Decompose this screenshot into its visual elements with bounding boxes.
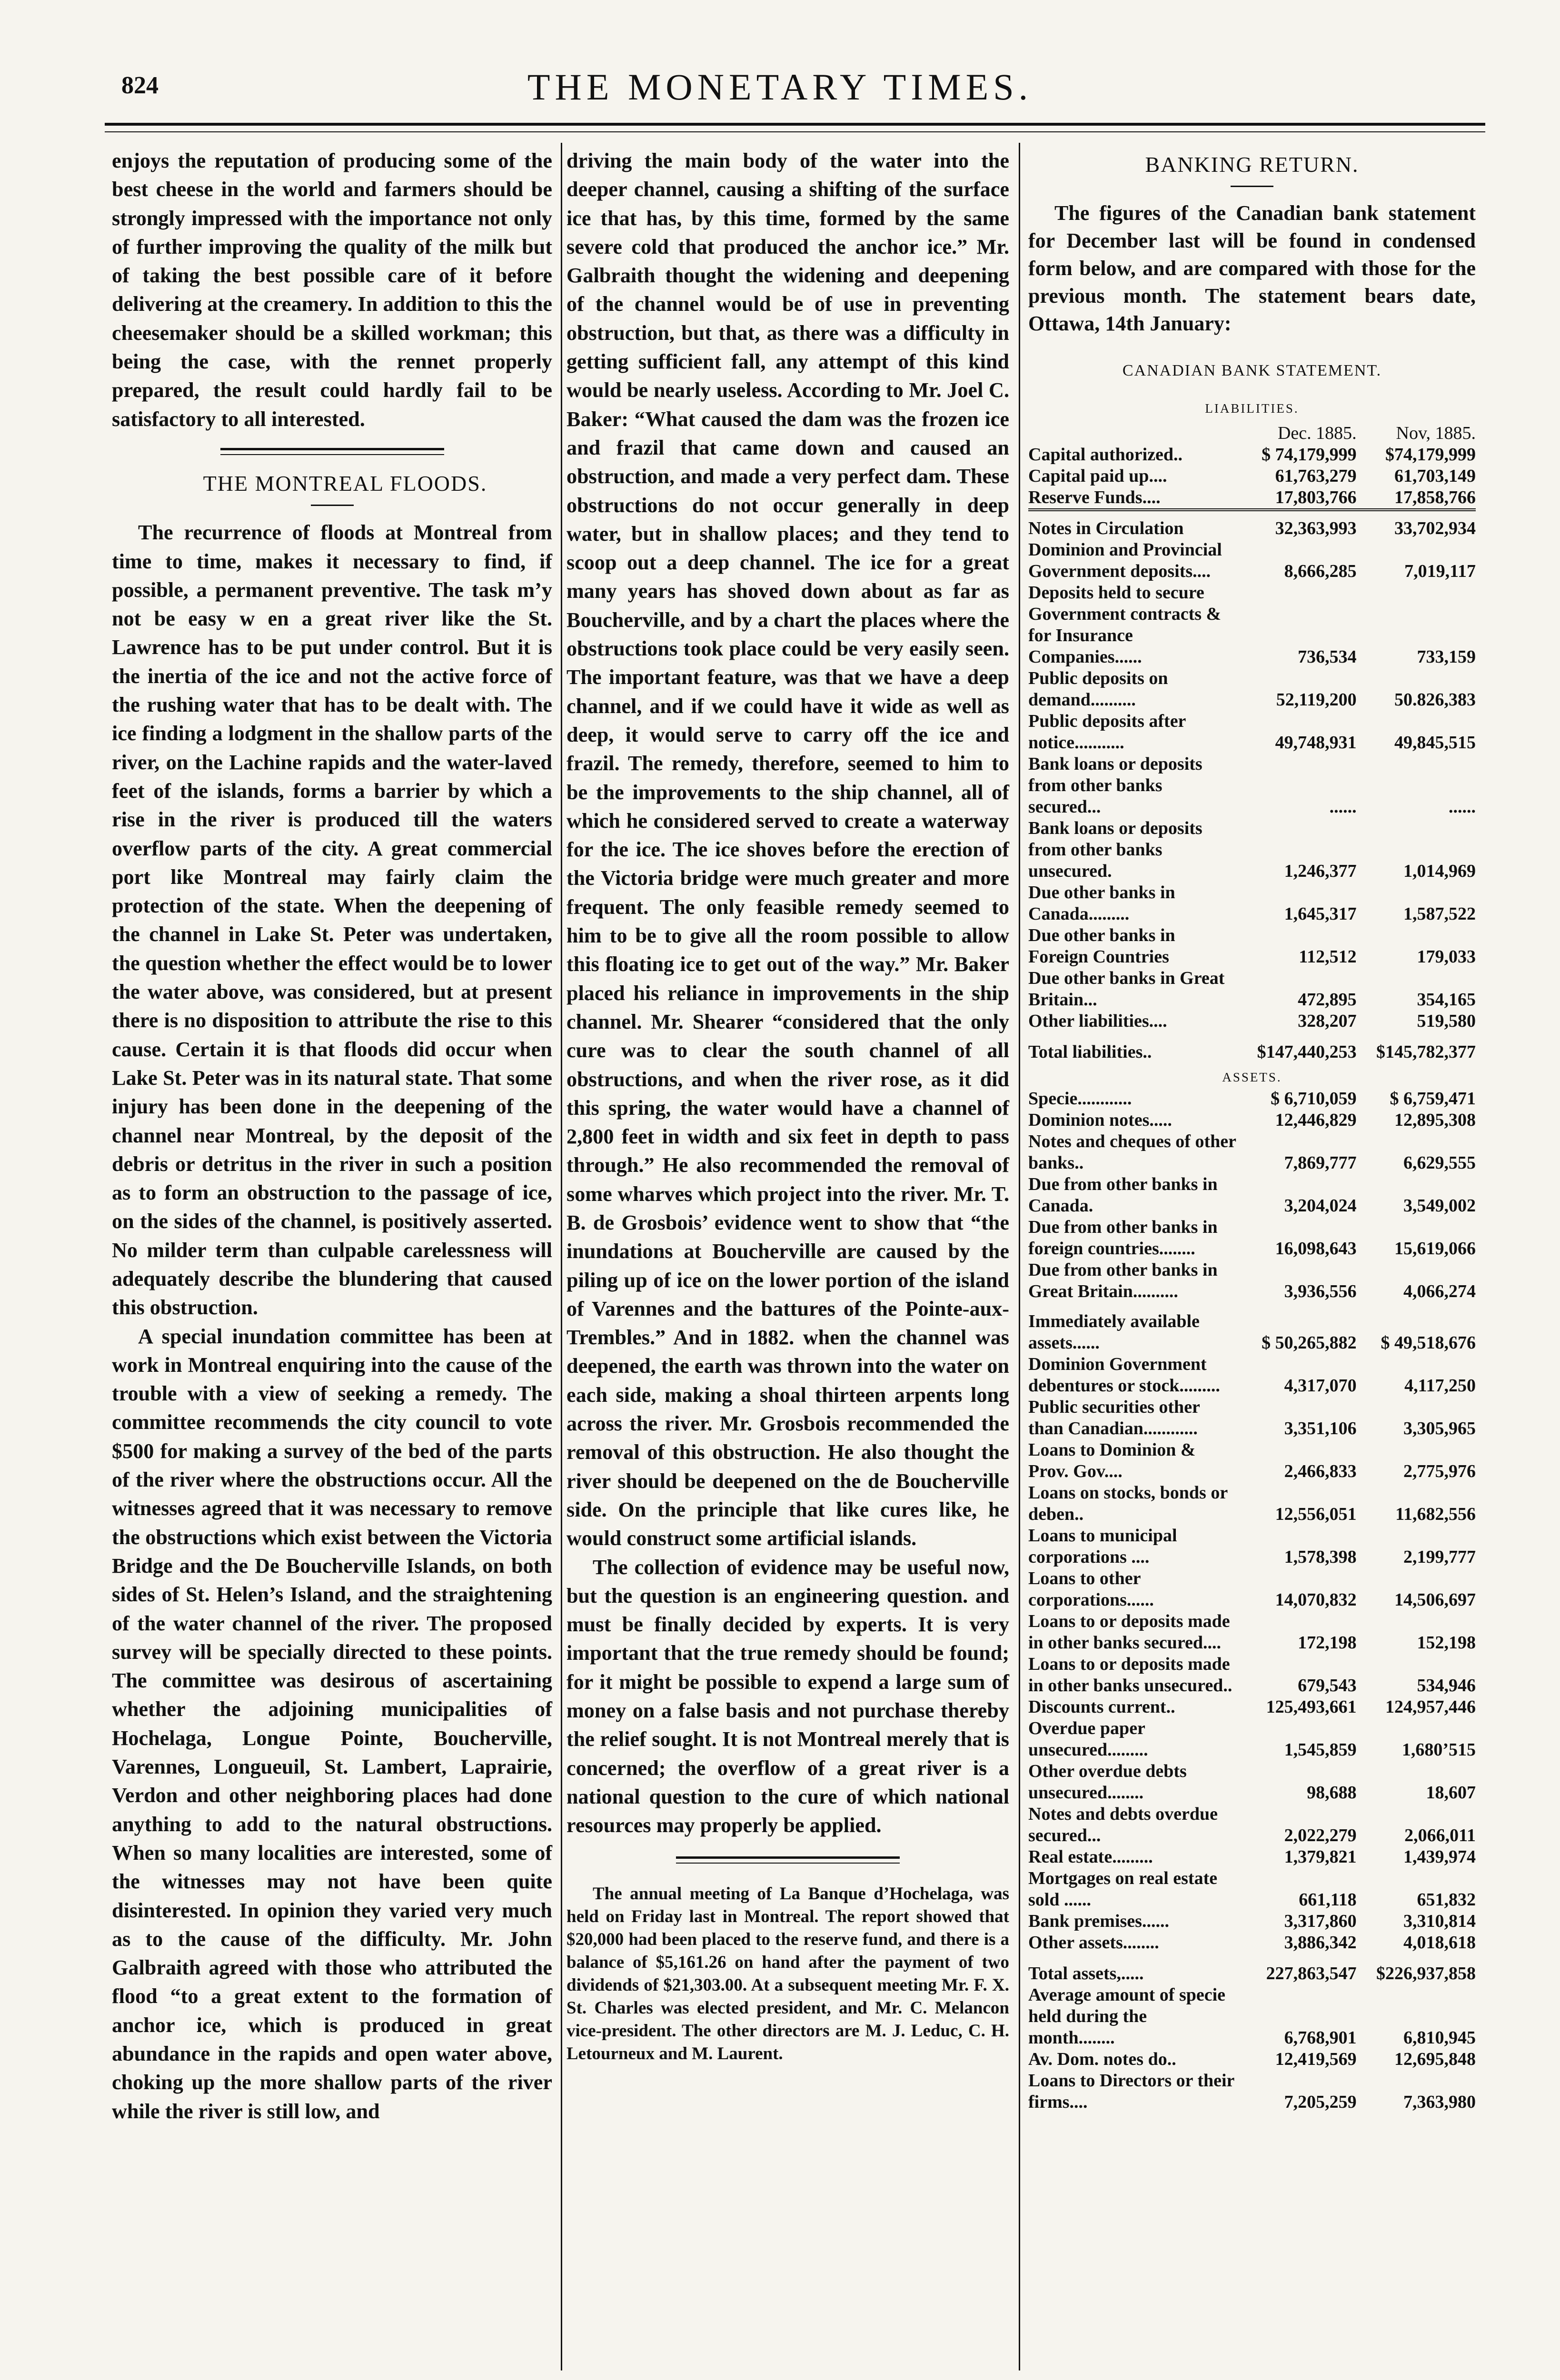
row-label: Notes and cheques of other banks.. (1028, 1131, 1236, 1173)
table-rule (1028, 510, 1476, 518)
table-row (1028, 882, 1476, 925)
value-nov: 354,165 (1417, 989, 1476, 1010)
table-row (1028, 1011, 1476, 1032)
table-row (1028, 1088, 1476, 1110)
paragraph: The collection of evidence may be useful now, but the question is an engineering question. and must be finally decided by experts. It is very important that the true remedy should be found; for it might be possible to expend a large sum of money on a false basis and not purchase thereby the relief sought. It is not Montreal merely that is concerned; the overflow of a great river is a national question to the cure of which national resources may properly be applied. (566, 1555, 1009, 1837)
value-nov: 1,680’515 (1401, 1739, 1476, 1760)
value-dec: 98,688 (1307, 1782, 1357, 1803)
value-nov: 179,033 (1417, 946, 1476, 967)
value-nov: $ 6,759,471 (1390, 1088, 1476, 1109)
value-nov: ...... (1449, 796, 1476, 817)
row-label: Loans to or deposits made in other banks secured.... (1028, 1611, 1230, 1653)
value-dec: 6,768,901 (1284, 2027, 1357, 2048)
table-row (1028, 1439, 1476, 1482)
row-label: Due other banks in Foreign Countries (1028, 925, 1175, 967)
value-nov: 3,549,002 (1403, 1195, 1476, 1216)
value-dec: 679,543 (1298, 1675, 1357, 1696)
value-dec: $147,440,253 (1257, 1041, 1357, 1062)
table-row (1028, 1984, 1476, 2049)
table-row (1028, 1568, 1476, 1611)
row-label: Dominion and Provincial Government deposits.... (1028, 539, 1222, 581)
value-nov: 1,014,969 (1403, 861, 1476, 881)
table-row (1028, 1696, 1476, 1718)
row-label: Bank premises...... (1028, 1911, 1169, 1931)
value-dec: 52,119,200 (1276, 689, 1357, 710)
value-nov: 2,066,011 (1404, 1825, 1476, 1845)
paragraph: driving the main body of the water into the deeper channel, causing a shifting of the surface ice that has, by this time, formed by the same severe cold that produced the anchor ice.” Mr. Galbraith thought the widening and deepening of the channel would be of use in preventing obstruction, but that, as there was a difficulty in getting sufficient fall, any attempt of this kind would be nearly useless. According to Mr. Joel C. Baker: “What caused the dam was the frozen ice and frazil that came down and caused an obstruction, and made a very perfect dam. These obstructions do not occur generally in deep water, but in shallow places; and they tend to scoop out a deep channel. The ice for a great many years has shoved down about as far as Boucherville, and by a chart the places where the obstructions took place could be very easily seen. The important feature, was that we have a deep channel, and if we could have it wide as well as deep, it would serve to carry off the ice and frazil. The remedy, therefore, seemed to him to be the improvements to the ship channel, all of which he considered served to create a waterway for the ice. The ice shoves before the erection of the Victoria bridge were much greater and more frequent. The only feasible remedy seemed to him to be to give all the room possible to allow this floating ice to get out of the way.” Mr. Baker placed his reliance in improvements in the ship channel. Mr. Shearer “considered that the only cure was to clear the south channel of all obstructions, and when the river rose, as it did this spring, the water would have a channel of 2,800 feet in width and six feet in depth to pass through.” He also recommended the removal of some wharves which project into the river. Mr. T. B. de Grosbois’ evidence went to show that “the inundations at Boucherville are caused by the piling up of ice on the lower portion of the island of Varennes and the battures of the Pointe-aux-Trembles.” And in 1882. when the channel was deepened, the earth was thrown into the water on each side, making a shoal thirteen arpents long across the river. Mr. Grosbois recommended the removal of this obstruction. He also thought the river should be deepened on the de Boucherville side. On the principle that like cures like, he would construct some artificial islands. (566, 149, 1009, 1550)
row-label: Immediately available assets...... (1028, 1311, 1200, 1353)
value-nov: 12,895,308 (1394, 1110, 1476, 1130)
row-label: Mortgages on real estate sold ...... (1028, 1868, 1218, 1910)
table-row (1028, 668, 1476, 711)
value-nov: 1,439,974 (1403, 1846, 1476, 1867)
value-dec: 12,446,829 (1275, 1110, 1357, 1130)
row-label: Loans to Dominion & Prov. Gov.... (1028, 1439, 1196, 1481)
paragraph: The recurrence of floods at Montreal from time to time, makes it necessary to find, if possible, a permanent preventive. The task m’y not be easy w en a great river like the St. Lawrence has to be put under control. But it is the inertia of the ice and not the active force of the rushing water that has to be dealt with. The ice finding a lodgment in the shallow parts of the river, on the Lachine rapids and the water-laved feet of the islands, forms a barrier by which a rise in the river is produced till the waters overflow parts of the city. A great commercial port like Montreal may fairly claim the protection of the state. When the deepening of the channel in Lake St. Peter was undertaken, the question whether the effect would be to lower the water above, was considered, but at present there is no disposition to attribute the rise to this cause. Certain it is that floods did occur when Lake St. Peter was in its natural state. That some injury has been done in the deepening of the channel near Montreal, by the deposit of the debris or detritus in the river in such a position as to form an obstruction to the passage of ice, on the sides of the channel, is positively asserted. No milder term than culpable carelessness will adequately describe the blundering that caused this obstruction. (112, 521, 552, 1319)
value-nov: 4,117,250 (1404, 1375, 1476, 1396)
table-row (1028, 1761, 1476, 1804)
row-label: Other liabilities.... (1028, 1011, 1167, 1031)
table-row (1028, 1611, 1476, 1654)
paragraph: The annual meeting of La Banque d’Hochelaga, was held on Friday last in Montreal. The report showed that $20,000 had been placed to the reserve fund, and there is a balance of $5,161.26 on hand after the payment of two dividends of $21,303.00. At a subsequent meeting Mr. F. X. St. Charles was elected president, and Mr. C. Melancon vice-president. The other directors are M. J. Leduc, C. H. Letourneux and M. Laurent. (566, 1884, 1009, 2063)
value-dec: 1,379,821 (1284, 1846, 1357, 1867)
article-heading: THE MONTREAL FLOODS. (203, 471, 487, 496)
row-label: Average amount of specie held during the month........ (1028, 1984, 1226, 2048)
value-dec: 7,205,259 (1284, 2092, 1357, 2112)
row-label: Loans to municipal corporations .... (1028, 1525, 1177, 1567)
table-row (1028, 1174, 1476, 1217)
row-label: Due from other banks in foreign countries........ (1028, 1217, 1218, 1259)
value-dec: 3,204,024 (1284, 1195, 1357, 1216)
row-label: Capital paid up.... (1028, 466, 1167, 486)
value-dec: 7,869,777 (1284, 1152, 1357, 1173)
table-row (1028, 754, 1476, 818)
column-head-nov: Nov, 1885. (1396, 423, 1476, 443)
value-dec: 32,363,993 (1275, 518, 1357, 538)
table-row (1028, 1302, 1476, 1354)
section-separator (676, 1856, 900, 1864)
value-nov: 33,702,934 (1394, 518, 1476, 538)
paragraph: enjoys the reputation of producing some of the best cheese in the world and farmers should be strongly impressed with the importance not only of further improving the quality of the milk but of taking the best possible care of it before delivering at the creamery. In addition to this the cheesemaker should be a skilled workman; this being the case, with the rennet properly prepared, the result could hardly fail to be satisfactory to all interested. (112, 149, 552, 431)
row-label: Capital authorized.. (1028, 444, 1183, 465)
masthead-rule (105, 123, 1485, 126)
section-separator (220, 448, 444, 455)
value-nov: 534,946 (1417, 1675, 1476, 1696)
value-dec: 125,493,661 (1266, 1696, 1357, 1717)
value-nov: 2,199,777 (1403, 1547, 1476, 1567)
value-dec: 328,207 (1298, 1011, 1357, 1031)
row-label: Reserve Funds.... (1028, 487, 1161, 507)
table-row (1028, 1482, 1476, 1525)
table-row (1028, 1032, 1476, 1063)
table-row (1028, 1911, 1476, 1932)
row-label: Deposits held to secure Government contracts & for Insurance Companies...... (1028, 582, 1222, 667)
table-row (1028, 582, 1476, 668)
column-3 (1028, 147, 1476, 2113)
table-row (1028, 1259, 1476, 1302)
table-row (1028, 1932, 1476, 1954)
liabilities-label: LIABILITIES. (1205, 401, 1299, 416)
value-dec: 472,895 (1298, 989, 1357, 1010)
value-dec: $ 74,179,999 (1262, 444, 1357, 465)
table-row (1028, 1868, 1476, 1911)
value-dec: 736,534 (1298, 646, 1357, 667)
row-label: Other overdue debts unsecured........ (1028, 1761, 1187, 1803)
row-label: Other assets........ (1028, 1932, 1159, 1953)
value-nov: $74,179,999 (1385, 444, 1476, 465)
value-nov: 61,703,149 (1394, 466, 1476, 486)
column-2 (566, 147, 1009, 2065)
column-divider (1019, 143, 1020, 2370)
masthead-title: THE MONETARY TIMES. (527, 66, 1033, 108)
value-dec: 16,098,643 (1275, 1238, 1357, 1259)
value-nov: 1,587,522 (1403, 903, 1476, 924)
value-nov: $ 49,518,676 (1381, 1332, 1476, 1353)
row-label: Total assets,..... (1028, 1963, 1144, 1983)
value-dec: 3,886,342 (1284, 1932, 1357, 1953)
row-label: Bank loans or deposits from other banks secured... (1028, 754, 1202, 817)
value-dec: 112,512 (1299, 946, 1357, 967)
row-label: Dominion Government debentures or stock......... (1028, 1354, 1220, 1396)
value-nov: 152,198 (1417, 1632, 1476, 1653)
value-dec: 12,419,569 (1275, 2049, 1357, 2069)
value-dec: 3,936,556 (1284, 1281, 1357, 1301)
value-dec: 17,803,766 (1275, 487, 1357, 507)
table-row (1028, 925, 1476, 968)
row-label: Loans to Directors or their firms.... (1028, 2070, 1234, 2112)
value-nov: 50.826,383 (1394, 689, 1476, 710)
table-row (1028, 1718, 1476, 1761)
table-row (1028, 1525, 1476, 1568)
value-nov: 4,018,618 (1403, 1932, 1476, 1953)
section-label-row (1028, 1063, 1476, 1088)
value-nov: 7,363,980 (1403, 2092, 1476, 2112)
value-nov: 4,066,274 (1403, 1281, 1476, 1301)
value-dec: $ 50,265,882 (1262, 1332, 1357, 1353)
row-label: Dominion notes..... (1028, 1110, 1172, 1130)
row-label: Specie............ (1028, 1088, 1132, 1109)
value-nov: 2,775,976 (1403, 1461, 1476, 1481)
masthead-rule-thin (105, 131, 1485, 132)
value-dec: 1,246,377 (1284, 861, 1357, 881)
row-label: Due from other banks in Canada. (1028, 1174, 1218, 1216)
table-row (1028, 539, 1476, 582)
table-row (1028, 1954, 1476, 1984)
row-label: Due other banks in Great Britain... (1028, 968, 1225, 1010)
row-label: Bank loans or deposits from other banks unsecured. (1028, 818, 1202, 881)
column-head-dec: Dec. 1885. (1277, 423, 1357, 443)
column-divider (561, 143, 562, 2370)
value-nov: 11,682,556 (1395, 1504, 1476, 1524)
table-row (1028, 1846, 1476, 1868)
value-nov: $145,782,377 (1376, 1041, 1476, 1062)
row-label: Overdue paper unsecured......... (1028, 1718, 1148, 1760)
row-label: Discounts current.. (1028, 1696, 1175, 1717)
heading-rule (311, 505, 354, 506)
table-row (1028, 444, 1476, 466)
row-label: Real estate......... (1028, 1846, 1153, 1867)
table-row (1028, 487, 1476, 510)
value-dec: 661,118 (1299, 1889, 1357, 1910)
heading-rule (1231, 186, 1273, 187)
table-row (1028, 818, 1476, 882)
table-row (1028, 2049, 1476, 2070)
row-label: Loans on stocks, bonds or deben.. (1028, 1482, 1228, 1524)
page-number: 824 (121, 72, 159, 99)
row-label: Loans to other corporations...... (1028, 1568, 1154, 1610)
value-dec: 2,466,833 (1284, 1461, 1357, 1481)
value-nov: 6,810,945 (1403, 2027, 1476, 2048)
paragraph: A special inundation committee has been at work in Montreal enquiring into the cause of the trouble with a view of seeking a remedy. The committee recommends the city council to vote $500 for making a survey of the bed of the parts of the river where the obstructions occur. All the witnesses agreed that it was necessary to remove the obstructions which exist between the Victoria Bridge and the De Boucherville Islands, on both sides of St. Helen’s Island, and the straightening of the water channel of the river. The proposed survey will be specially directed to these points. The committee was desirous of ascertaining whether the adjoining municipalities of Hochelaga, Longue Pointe, Boucherville, Varennes, Longueuil, St. Lambert, Laprairie, Verdon and other neighboring places had done anything to add to the natural obstructions. When so many localities are interested, some of the witnesses may not have been quite disinterested. In opinion they varied very much as to the cause of the difficulty. Mr. John Galbraith agreed with those who attributed the flood “to a great extent to the formation of anchor ice, which is produced in great abundance in the rapids and open water above, choking up the more shallow parts of the river while the river is still low, and (112, 1324, 552, 2123)
table-row (1028, 1110, 1476, 1131)
value-nov: 651,832 (1417, 1889, 1476, 1910)
assets-label: ASSETS. (1222, 1070, 1282, 1084)
table-row (1028, 1217, 1476, 1259)
table-header-row (1028, 423, 1476, 444)
value-dec: 1,545,859 (1284, 1739, 1357, 1760)
value-nov: 14,506,697 (1394, 1589, 1476, 1610)
value-dec: 3,351,106 (1284, 1418, 1357, 1438)
value-nov: 17,858,766 (1394, 487, 1476, 507)
row-label: Public deposits on demand.......... (1028, 668, 1168, 710)
value-dec: 1,645,317 (1284, 903, 1357, 924)
value-dec: 12,556,051 (1275, 1504, 1357, 1524)
value-nov: 7,019,117 (1404, 561, 1476, 581)
row-label: Due other banks in Canada......... (1028, 882, 1175, 924)
paragraph: The figures of the Canadian bank statement for December last will be found in condensed form below, and are compared with those for the previous month. The statement bears date, Ottawa, 14th January: (1028, 201, 1476, 336)
value-dec: 2,022,279 (1284, 1825, 1357, 1845)
table-row (1028, 1397, 1476, 1439)
value-nov: 124,957,446 (1385, 1696, 1476, 1717)
value-nov: 6,629,555 (1403, 1152, 1476, 1173)
statement-title: CANADIAN BANK STATEMENT. (1122, 362, 1382, 380)
value-nov: 519,580 (1417, 1011, 1476, 1031)
value-nov: 12,695,848 (1394, 2049, 1476, 2069)
value-nov: 18,607 (1426, 1782, 1476, 1803)
row-label: Due from other banks in Great Britain.......... (1028, 1259, 1218, 1301)
value-dec: 1,578,398 (1284, 1547, 1357, 1567)
table-row (1028, 466, 1476, 487)
value-dec: 172,198 (1298, 1632, 1357, 1653)
row-label: Av. Dom. notes do.. (1028, 2049, 1176, 2069)
table-row (1028, 711, 1476, 754)
value-dec: 8,666,285 (1284, 561, 1357, 581)
value-dec: 227,863,547 (1266, 1963, 1357, 1983)
value-nov: $226,937,858 (1376, 1963, 1476, 1983)
value-dec: ...... (1329, 796, 1357, 817)
table-row (1028, 968, 1476, 1011)
value-dec: 49,748,931 (1275, 732, 1357, 753)
column-1 (112, 147, 552, 2126)
row-label: Loans to or deposits made in other banks unsecured.. (1028, 1654, 1232, 1696)
value-nov: 15,619,066 (1394, 1238, 1476, 1259)
table-row (1028, 1131, 1476, 1174)
value-nov: 3,305,965 (1403, 1418, 1476, 1438)
row-label: Total liabilities.. (1028, 1041, 1152, 1062)
table-row (1028, 1654, 1476, 1696)
value-dec: 14,070,832 (1275, 1589, 1357, 1610)
value-dec: 4,317,070 (1284, 1375, 1357, 1396)
row-label: Public securities other than Canadian............ (1028, 1397, 1200, 1438)
value-dec: $ 6,710,059 (1271, 1088, 1357, 1109)
value-nov: 733,159 (1417, 646, 1476, 667)
row-label: Notes and debts overdue secured... (1028, 1804, 1218, 1845)
value-nov: 49,845,515 (1394, 732, 1476, 753)
table-row (1028, 2070, 1476, 2113)
row-label: Public deposits after notice........... (1028, 711, 1186, 753)
article-heading: BANKING RETURN. (1145, 152, 1359, 177)
value-dec: 3,317,860 (1284, 1911, 1357, 1931)
table-row (1028, 1354, 1476, 1397)
bank-statement-table (1028, 423, 1476, 2113)
value-dec: 61,763,279 (1275, 466, 1357, 486)
value-nov: 3,310,814 (1403, 1911, 1476, 1931)
table-row (1028, 1804, 1476, 1846)
row-label: Notes in Circulation (1028, 518, 1184, 538)
table-row (1028, 518, 1476, 539)
